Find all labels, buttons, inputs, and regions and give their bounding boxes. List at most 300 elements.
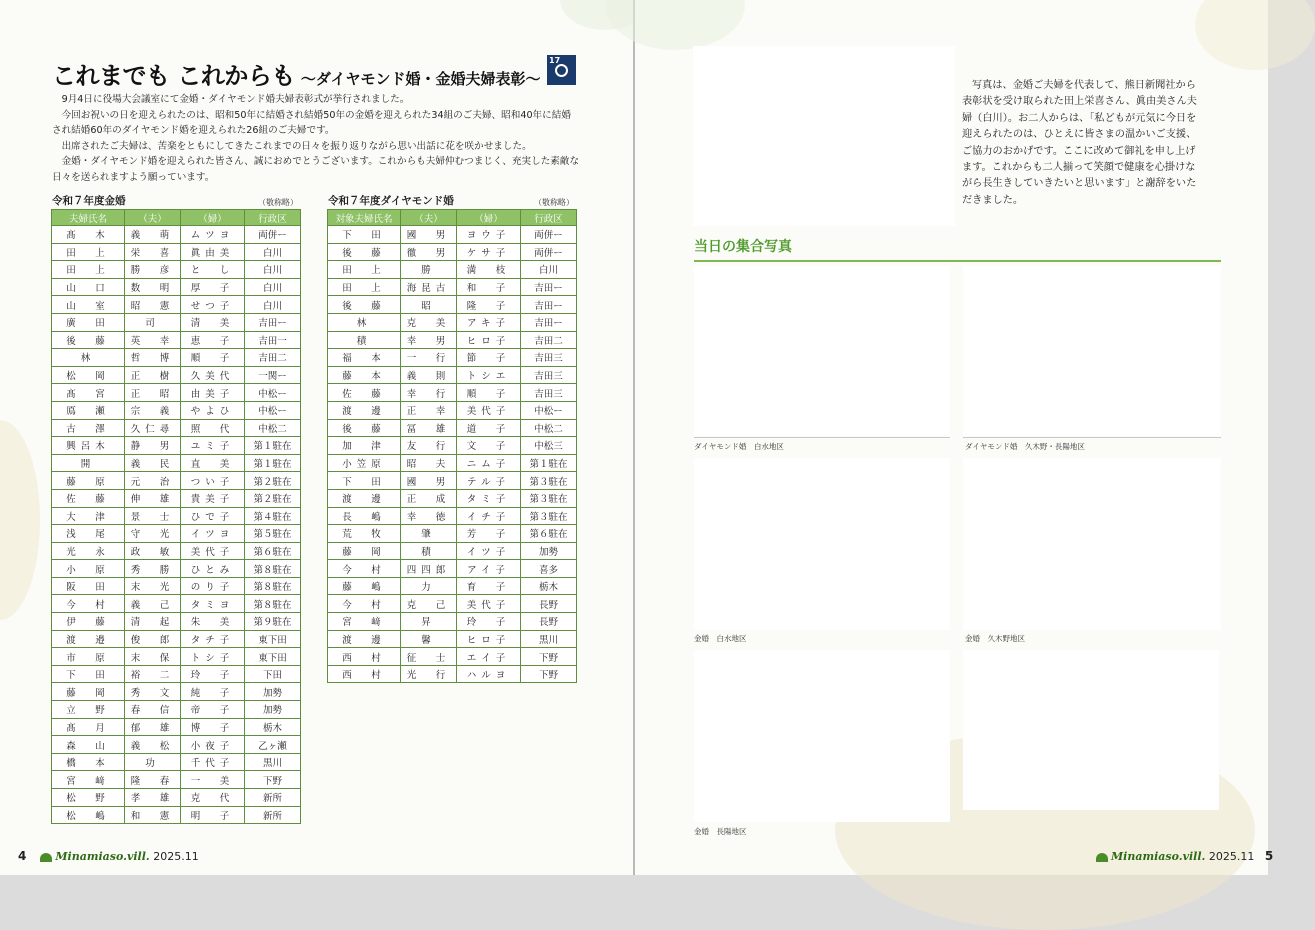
wife-name-cell: トシエ xyxy=(457,366,521,384)
issue-date: 2025.11 xyxy=(1208,850,1255,863)
wife-name-cell: ケサ子 xyxy=(457,243,521,261)
couple-surname-cell: 加 津 xyxy=(328,437,401,455)
district-cell: 第６駐在 xyxy=(245,542,301,560)
couple-surname-cell: 今 村 xyxy=(328,595,401,613)
couple-surname-cell: 藤 原 xyxy=(52,472,125,490)
district-cell: 吉田三 xyxy=(521,366,577,384)
district-cell: 白川 xyxy=(245,243,301,261)
husband-name-cell: 肇 xyxy=(401,525,457,543)
wife-name-cell: ユミ子 xyxy=(181,437,245,455)
table-row xyxy=(328,577,577,595)
couple-surname-cell: 興呂木 xyxy=(52,437,125,455)
wife-name-cell: ムツヨ xyxy=(181,226,245,244)
husband-name-cell: 海昆古 xyxy=(401,278,457,296)
table-row xyxy=(52,261,301,279)
group-photo-golden-kugino xyxy=(963,458,1221,630)
wife-name-cell: 和 子 xyxy=(457,278,521,296)
district-cell: 吉田二 xyxy=(245,349,301,367)
table-row xyxy=(328,630,577,648)
husband-name-cell: 正 樹 xyxy=(125,366,181,384)
husband-name-cell: 哲 博 xyxy=(125,349,181,367)
wife-name-cell: 玲 子 xyxy=(181,665,245,683)
district-cell: 両併ー xyxy=(245,226,301,244)
couple-surname-cell: 小笠原 xyxy=(328,454,401,472)
couple-surname-cell: 松 嶋 xyxy=(52,806,125,824)
table-row xyxy=(52,331,301,349)
golden-honorific: （敬称略） xyxy=(258,198,298,207)
diamond-anniversary-table xyxy=(327,209,577,683)
husband-name-cell: 英 幸 xyxy=(125,331,181,349)
wife-name-cell: 育 子 xyxy=(457,577,521,595)
wife-name-cell: 朱 美 xyxy=(181,613,245,631)
intro-paragraph: 今回お祝いの日を迎えられたのは、昭和50年に結婚され結婚50年の金婚を迎えられた34組のご夫婦、昭和40年に結婚され結婚60年のダイヤモンド婚を迎えられた26組のご夫婦です。 xyxy=(52,109,571,137)
village-logo-icon xyxy=(1096,853,1108,862)
table-row xyxy=(328,331,577,349)
photo-label: ダイヤモンド婚 久木野・長陽地区 xyxy=(965,442,1085,451)
wife-name-cell: 帝 子 xyxy=(181,701,245,719)
table-row xyxy=(328,261,577,279)
table-row xyxy=(52,296,301,314)
couple-surname-cell: 古 澤 xyxy=(52,419,125,437)
couple-surname-cell: 渡 邉 xyxy=(52,630,125,648)
district-cell: 中松二 xyxy=(521,419,577,437)
district-cell: 白川 xyxy=(521,261,577,279)
district-cell: 加勢 xyxy=(245,683,301,701)
district-cell: 栃木 xyxy=(245,718,301,736)
table-row xyxy=(52,753,301,771)
couple-surname-cell: 山 室 xyxy=(52,296,125,314)
husband-name-cell: 幸 男 xyxy=(401,331,457,349)
table-row xyxy=(328,489,577,507)
table-row xyxy=(52,665,301,683)
husband-name-cell: 景 士 xyxy=(125,507,181,525)
wife-name-cell: 克 代 xyxy=(181,789,245,807)
table-row xyxy=(52,226,301,244)
couple-surname-cell: 田 上 xyxy=(52,261,125,279)
table-row xyxy=(52,771,301,789)
table-row xyxy=(328,349,577,367)
couple-surname-cell: 林 xyxy=(328,313,401,331)
table-row xyxy=(52,806,301,824)
district-cell: 加勢 xyxy=(521,542,577,560)
district-cell: 吉田一 xyxy=(245,331,301,349)
wife-name-cell: 純 子 xyxy=(181,683,245,701)
district-cell: 加勢 xyxy=(245,701,301,719)
district-cell: 吉田三 xyxy=(521,384,577,402)
wife-name-cell: 由美子 xyxy=(181,384,245,402)
group-photo-golden-hakusui xyxy=(694,458,950,630)
wife-name-cell: 道 子 xyxy=(457,419,521,437)
table-row xyxy=(52,243,301,261)
intro-paragraph: 9月4日に役場大会議室にて金婚・ダイヤモンド婚夫婦表彰式が挙行されました。 xyxy=(61,94,410,105)
table-row xyxy=(328,313,577,331)
couple-surname-cell: 後 藤 xyxy=(328,419,401,437)
wife-name-cell: と し xyxy=(181,261,245,279)
couple-surname-cell: 浅 尾 xyxy=(52,525,125,543)
table-row xyxy=(328,243,577,261)
wife-name-cell: タミ子 xyxy=(457,489,521,507)
district-cell: 第３駐在 xyxy=(521,472,577,490)
table-row xyxy=(328,648,577,666)
column-header: （婦） xyxy=(457,210,521,226)
husband-name-cell: 秀 文 xyxy=(125,683,181,701)
couple-surname-cell: 福 本 xyxy=(328,349,401,367)
district-cell: 両併ー xyxy=(521,243,577,261)
husband-name-cell: 義 松 xyxy=(125,736,181,754)
husband-name-cell: 正 昭 xyxy=(125,384,181,402)
table-row xyxy=(328,278,577,296)
wife-name-cell: テル子 xyxy=(457,472,521,490)
couple-surname-cell: 積 xyxy=(328,331,401,349)
table-row xyxy=(328,384,577,402)
photo-divider xyxy=(694,437,950,438)
table-row xyxy=(52,278,301,296)
couple-surname-cell: 髙 木 xyxy=(52,226,125,244)
wife-name-cell: 美代子 xyxy=(181,542,245,560)
couple-surname-cell: 渡 邊 xyxy=(328,489,401,507)
table-row xyxy=(52,384,301,402)
husband-name-cell: 裕 二 xyxy=(125,665,181,683)
district-cell: 吉田三 xyxy=(521,349,577,367)
table-row xyxy=(328,472,577,490)
district-cell: 両併ー xyxy=(521,226,577,244)
page-footer xyxy=(18,849,199,863)
wife-name-cell: 小夜子 xyxy=(181,736,245,754)
couple-surname-cell: 渡 邊 xyxy=(328,630,401,648)
couple-surname-cell: 髙 宮 xyxy=(52,384,125,402)
husband-name-cell: 光 行 xyxy=(401,665,457,683)
district-cell: 下田 xyxy=(245,665,301,683)
wife-name-cell: 久美代 xyxy=(181,366,245,384)
column-header: 夫婦氏名 xyxy=(52,210,125,226)
table-row xyxy=(52,648,301,666)
couple-surname-cell: 西 村 xyxy=(328,665,401,683)
district-cell: 吉田ー xyxy=(521,278,577,296)
wife-name-cell: 照 代 xyxy=(181,419,245,437)
wife-name-cell: 満 枝 xyxy=(457,261,521,279)
wife-name-cell: ひで子 xyxy=(181,507,245,525)
couple-surname-cell: 渡 邊 xyxy=(328,401,401,419)
wife-name-cell: つい子 xyxy=(181,472,245,490)
district-cell: 第１駐在 xyxy=(521,454,577,472)
column-header: 行政区 xyxy=(245,210,301,226)
column-header: （夫） xyxy=(125,210,181,226)
table-row xyxy=(52,630,301,648)
wife-name-cell: 千代子 xyxy=(181,753,245,771)
page-number: 5 xyxy=(1264,849,1274,863)
wife-name-cell: イツ子 xyxy=(457,542,521,560)
husband-name-cell: 正 成 xyxy=(401,489,457,507)
table-row xyxy=(52,313,301,331)
district-cell: 下野 xyxy=(245,771,301,789)
couple-surname-cell: 林 xyxy=(52,349,125,367)
couple-surname-cell: 荒 牧 xyxy=(328,525,401,543)
couple-surname-cell: 今 村 xyxy=(328,560,401,578)
table-row xyxy=(328,296,577,314)
wife-name-cell: せつ子 xyxy=(181,296,245,314)
husband-name-cell: 栄 喜 xyxy=(125,243,181,261)
couple-surname-cell: 髙 月 xyxy=(52,718,125,736)
husband-name-cell: 勝 彦 xyxy=(125,261,181,279)
husband-name-cell: 義 則 xyxy=(401,366,457,384)
wife-name-cell: イツヨ xyxy=(181,525,245,543)
district-cell: 東下田 xyxy=(245,630,301,648)
couple-surname-cell: 橋 本 xyxy=(52,753,125,771)
wife-name-cell: 文 子 xyxy=(457,437,521,455)
table-row xyxy=(52,736,301,754)
award-photo xyxy=(693,46,955,226)
page-number: 4 xyxy=(18,849,27,863)
couple-surname-cell: 後 藤 xyxy=(52,331,125,349)
wife-name-cell: 博 子 xyxy=(181,718,245,736)
wife-name-cell: 直 美 xyxy=(181,454,245,472)
husband-name-cell: 末 保 xyxy=(125,648,181,666)
intro-text xyxy=(52,92,580,186)
table-row xyxy=(52,437,301,455)
wife-name-cell: 順 子 xyxy=(457,384,521,402)
wife-name-cell: イチ子 xyxy=(457,507,521,525)
wife-name-cell: トシ子 xyxy=(181,648,245,666)
district-cell: 中松ー xyxy=(245,401,301,419)
district-cell: 中松ー xyxy=(521,401,577,419)
table-row xyxy=(52,683,301,701)
wife-name-cell: ひとみ xyxy=(181,560,245,578)
background-ornament xyxy=(0,420,40,620)
wife-name-cell: 美代子 xyxy=(457,595,521,613)
table-row xyxy=(52,595,301,613)
husband-name-cell: 元 治 xyxy=(125,472,181,490)
village-logo-icon xyxy=(40,853,52,862)
husband-name-cell: 四四郎 xyxy=(401,560,457,578)
district-cell: 第２駐在 xyxy=(245,489,301,507)
photo-label: 金婚 白水地区 xyxy=(694,634,747,643)
district-cell: 一関ー xyxy=(245,366,301,384)
background-ornament xyxy=(1195,0,1315,70)
issue-date: 2025.11 xyxy=(153,850,199,863)
table-row xyxy=(328,665,577,683)
photo-label: ダイヤモンド婚 白水地区 xyxy=(694,442,784,451)
district-cell: 新所 xyxy=(245,806,301,824)
couple-surname-cell: 藤 本 xyxy=(328,366,401,384)
table-row xyxy=(52,542,301,560)
husband-name-cell: 一 行 xyxy=(401,349,457,367)
district-cell: 第２駐在 xyxy=(245,472,301,490)
couple-surname-cell: 宮 﨑 xyxy=(328,613,401,631)
column-header: （婦） xyxy=(181,210,245,226)
couple-surname-cell: 宮 﨑 xyxy=(52,771,125,789)
district-cell: 第８駐在 xyxy=(245,560,301,578)
table-row xyxy=(328,560,577,578)
couple-surname-cell: 後 藤 xyxy=(328,243,401,261)
wife-name-cell: ヒロ子 xyxy=(457,331,521,349)
district-cell: 第５駐在 xyxy=(245,525,301,543)
wife-name-cell: 芳 子 xyxy=(457,525,521,543)
husband-name-cell: 克 己 xyxy=(401,595,457,613)
section-title: 当日の集合写真 xyxy=(694,236,1221,262)
photo-divider xyxy=(963,437,1221,438)
couple-surname-cell: 光 永 xyxy=(52,542,125,560)
district-cell: 第３駐在 xyxy=(521,507,577,525)
wife-name-cell: ヒロ子 xyxy=(457,630,521,648)
district-cell: 喜多 xyxy=(521,560,577,578)
husband-name-cell: 守 光 xyxy=(125,525,181,543)
table-row xyxy=(52,613,301,631)
husband-name-cell: 静 男 xyxy=(125,437,181,455)
wife-name-cell: アキ子 xyxy=(457,313,521,331)
table-row xyxy=(328,401,577,419)
couple-surname-cell: 藤 岡 xyxy=(52,683,125,701)
photo-label: 金婚 久木野地区 xyxy=(965,634,1025,643)
wife-name-cell: タミヨ xyxy=(181,595,245,613)
district-cell: 第８駐在 xyxy=(245,595,301,613)
husband-name-cell: 義 己 xyxy=(125,595,181,613)
district-cell: 中松二 xyxy=(245,419,301,437)
husband-name-cell: 清 起 xyxy=(125,613,181,631)
brand-name: Minamiaso.vill. xyxy=(1111,850,1206,863)
district-cell: 第１駐在 xyxy=(245,437,301,455)
district-cell: 栃木 xyxy=(521,577,577,595)
photo-label: 金婚 長陽地区 xyxy=(694,827,747,836)
table-row xyxy=(52,718,301,736)
district-cell: 吉田ー xyxy=(521,296,577,314)
couple-surname-cell: 伊 藤 xyxy=(52,613,125,631)
table-row xyxy=(52,560,301,578)
wife-name-cell: 隆 子 xyxy=(457,296,521,314)
intro-paragraph: 金婚・ダイヤモンド婚を迎えられた皆さん、誠におめでとうございます。これからも夫婦仲むつまじく、充実した素敵な日々を送られますよう願っています。 xyxy=(52,156,580,183)
column-header: 対象夫婦氏名 xyxy=(328,210,401,226)
wife-name-cell: 恵 子 xyxy=(181,331,245,349)
district-cell: 長野 xyxy=(521,595,577,613)
brand-name: Minamiaso.vill. xyxy=(55,850,150,863)
wife-name-cell: アイ子 xyxy=(457,560,521,578)
husband-name-cell: 功 xyxy=(125,753,181,771)
couple-surname-cell: 後 藤 xyxy=(328,296,401,314)
husband-name-cell: 積 xyxy=(401,542,457,560)
couple-surname-cell: 田 上 xyxy=(328,261,401,279)
group-photo-golden-choyo xyxy=(694,650,950,822)
wife-name-cell: 美代子 xyxy=(457,401,521,419)
page-subtitle: 〜ダイヤモンド婚・金婚夫婦表彰〜 xyxy=(300,70,541,88)
diamond-table-heading: 令和７年度ダイヤモンド婚 xyxy=(328,195,454,207)
table-row xyxy=(52,349,301,367)
couple-surname-cell: 松 野 xyxy=(52,789,125,807)
table-row xyxy=(52,525,301,543)
couple-surname-cell: 今 村 xyxy=(52,595,125,613)
district-cell: 黒川 xyxy=(245,753,301,771)
district-cell: 第４駐在 xyxy=(245,507,301,525)
table-row xyxy=(328,226,577,244)
page-title: これまでも これからも 〜ダイヤモンド婚・金婚夫婦表彰〜 xyxy=(52,62,541,90)
husband-name-cell: 徹 男 xyxy=(401,243,457,261)
wife-name-cell: 節 子 xyxy=(457,349,521,367)
husband-name-cell: 幸 行 xyxy=(401,384,457,402)
husband-name-cell: 政 敏 xyxy=(125,542,181,560)
wife-name-cell: 貴美子 xyxy=(181,489,245,507)
husband-name-cell: 昭 xyxy=(401,296,457,314)
couple-surname-cell: 立 野 xyxy=(52,701,125,719)
couple-surname-cell: 鳫 瀬 xyxy=(52,401,125,419)
husband-name-cell: 義 萌 xyxy=(125,226,181,244)
couple-surname-cell: 市 原 xyxy=(52,648,125,666)
couple-surname-cell: 小 原 xyxy=(52,560,125,578)
husband-name-cell: 久仁尋 xyxy=(125,419,181,437)
column-header: （夫） xyxy=(401,210,457,226)
wife-name-cell: 清 美 xyxy=(181,313,245,331)
wife-name-cell: 一 美 xyxy=(181,771,245,789)
wife-name-cell: 眞由美 xyxy=(181,243,245,261)
husband-name-cell: 伸 雄 xyxy=(125,489,181,507)
husband-name-cell: 俊 郎 xyxy=(125,630,181,648)
wife-name-cell: 厚 子 xyxy=(181,278,245,296)
table-row xyxy=(52,789,301,807)
table-row xyxy=(328,507,577,525)
table-row xyxy=(328,454,577,472)
golden-table-heading: 令和７年度金婚 xyxy=(52,195,126,207)
couple-surname-cell: 長 嶋 xyxy=(328,507,401,525)
table-row xyxy=(52,507,301,525)
husband-name-cell: 冨 雄 xyxy=(401,419,457,437)
golden-anniversary-table xyxy=(51,209,301,824)
district-cell: 中松三 xyxy=(521,437,577,455)
table-row xyxy=(52,489,301,507)
wife-name-cell: ニム子 xyxy=(457,454,521,472)
husband-name-cell: 征 士 xyxy=(401,648,457,666)
intro-paragraph: 出席されたご夫婦は、苦楽をともにしてきたこれまでの日々を振り返りながら思い出話に花を咲かせました。 xyxy=(61,140,532,152)
husband-name-cell: 昭 憲 xyxy=(125,296,181,314)
district-cell: 黒川 xyxy=(521,630,577,648)
husband-name-cell: 勝 xyxy=(401,261,457,279)
couple-surname-cell: 藤 嶋 xyxy=(328,577,401,595)
district-cell: 乙ヶ瀬 xyxy=(245,736,301,754)
couple-surname-cell: 田 上 xyxy=(52,243,125,261)
husband-name-cell: 郁 雄 xyxy=(125,718,181,736)
husband-name-cell: 春 信 xyxy=(125,701,181,719)
husband-name-cell: 義 民 xyxy=(125,454,181,472)
husband-name-cell: 末 光 xyxy=(125,577,181,595)
table-row xyxy=(52,454,301,472)
table-row xyxy=(328,419,577,437)
husband-name-cell: 孝 雄 xyxy=(125,789,181,807)
photo-placeholder xyxy=(963,650,1219,810)
district-cell: 下野 xyxy=(521,648,577,666)
sdg-17-partnership-icon: 17 xyxy=(547,55,576,85)
couple-surname-cell: 西 村 xyxy=(328,648,401,666)
district-cell: 第３駐在 xyxy=(521,489,577,507)
husband-name-cell: 宗 義 xyxy=(125,401,181,419)
district-cell: 吉田ー xyxy=(521,313,577,331)
district-cell: 白川 xyxy=(245,296,301,314)
district-cell: 中松ー xyxy=(245,384,301,402)
page-footer xyxy=(1096,849,1273,863)
couple-surname-cell: 大 津 xyxy=(52,507,125,525)
table-row xyxy=(52,366,301,384)
district-cell: 第８駐在 xyxy=(245,577,301,595)
husband-name-cell: 克 美 xyxy=(401,313,457,331)
wife-name-cell: ヨウ子 xyxy=(457,226,521,244)
district-cell: 第９駐在 xyxy=(245,613,301,631)
district-cell: 新所 xyxy=(245,789,301,807)
table-row xyxy=(52,701,301,719)
husband-name-cell: 昇 xyxy=(401,613,457,631)
husband-name-cell: 友 行 xyxy=(401,437,457,455)
table-row xyxy=(52,577,301,595)
group-photo-diamond-kugino-choyo xyxy=(963,266,1221,436)
table-row xyxy=(328,613,577,631)
table-row xyxy=(52,419,301,437)
husband-name-cell: 幸 徳 xyxy=(401,507,457,525)
wife-name-cell: のり子 xyxy=(181,577,245,595)
husband-name-cell: 力 xyxy=(401,577,457,595)
